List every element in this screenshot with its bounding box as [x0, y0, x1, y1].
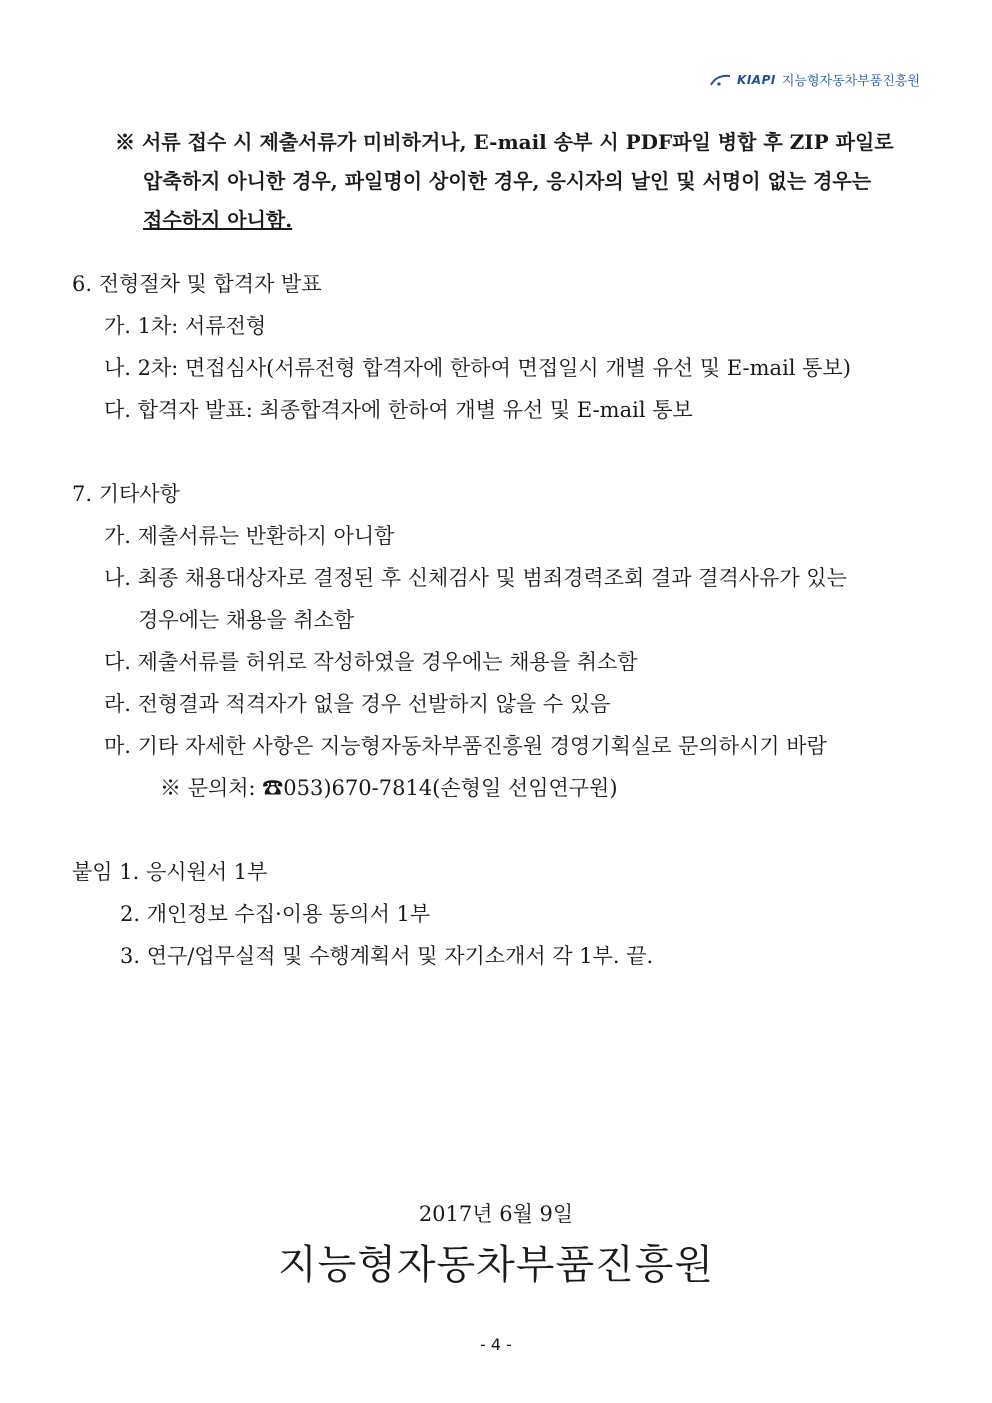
- issuing-organization: 지능형자동차부품진흥원: [277, 1242, 715, 1288]
- section-7-item-5: 마. 기타 자세한 사항은 지능형자동차부품진흥원 경영기획실로 문의하시기 바람: [104, 734, 827, 758]
- section-7-item-3: 다. 제출서류를 허위로 작성하였을 경우에는 채용을 취소함: [104, 650, 638, 674]
- kiapi-swoosh-icon: [709, 73, 731, 87]
- notice-line-1: ※ 서류 접수 시 제출서류가 미비하거나, E-mail 송부 시 PDF파일 병합 후 ZIP 파일로: [115, 130, 894, 154]
- document-date: 2017년 6월 9일: [418, 1202, 574, 1226]
- section-6-item-1: 가. 1차: 서류전형: [104, 314, 267, 338]
- notice-line-3: 접수하지 아니함.: [143, 208, 293, 232]
- logo-name: 지능형자동차부품진흥원: [781, 74, 920, 89]
- attachment-1: 붙임 1. 응시원서 1부: [72, 860, 268, 884]
- attachment-3: 3. 연구/업무실적 및 수행계획서 및 자기소개서 각 1부. 끝.: [120, 944, 654, 968]
- attachment-2: 2. 개인정보 수집·이용 동의서 1부: [120, 902, 431, 926]
- section-6-item-2: 나. 2차: 면접심사(서류전형 합격자에 한하여 면접일시 개별 유선 및 E-mail 통보): [104, 356, 851, 380]
- header-logo: [709, 70, 920, 89]
- notice-line-2: 압축하지 아니한 경우, 파일명이 상이한 경우, 응시자의 날인 및 서명이 없는 경우는: [143, 169, 872, 193]
- contact-line: ※ 문의처: ☎053)670-7814(손형일 선임연구원): [160, 776, 618, 800]
- section-6-item-3: 다. 합격자 발표: 최종합격자에 한하여 개별 유선 및 E-mail 통보: [104, 398, 693, 422]
- section-7-item-1: 가. 제출서류는 반환하지 아니함: [104, 524, 395, 548]
- section-7-item-2-cont: 경우에는 채용을 취소함: [138, 608, 355, 632]
- section-7-title: 7. 기타사항: [72, 482, 180, 506]
- section-7-item-4: 라. 전형결과 적격자가 없을 경우 선발하지 않을 수 있음: [104, 692, 611, 716]
- section-6-title: 6. 전형절차 및 합격자 발표: [72, 272, 322, 296]
- section-7-item-2: 나. 최종 채용대상자로 결정된 후 신체검사 및 범죄경력조회 결과 결격사유가 있는: [104, 566, 847, 590]
- notice-block: [115, 123, 925, 240]
- logo-mark: KIAPI: [737, 72, 776, 87]
- page-number: - 4 -: [480, 1335, 512, 1354]
